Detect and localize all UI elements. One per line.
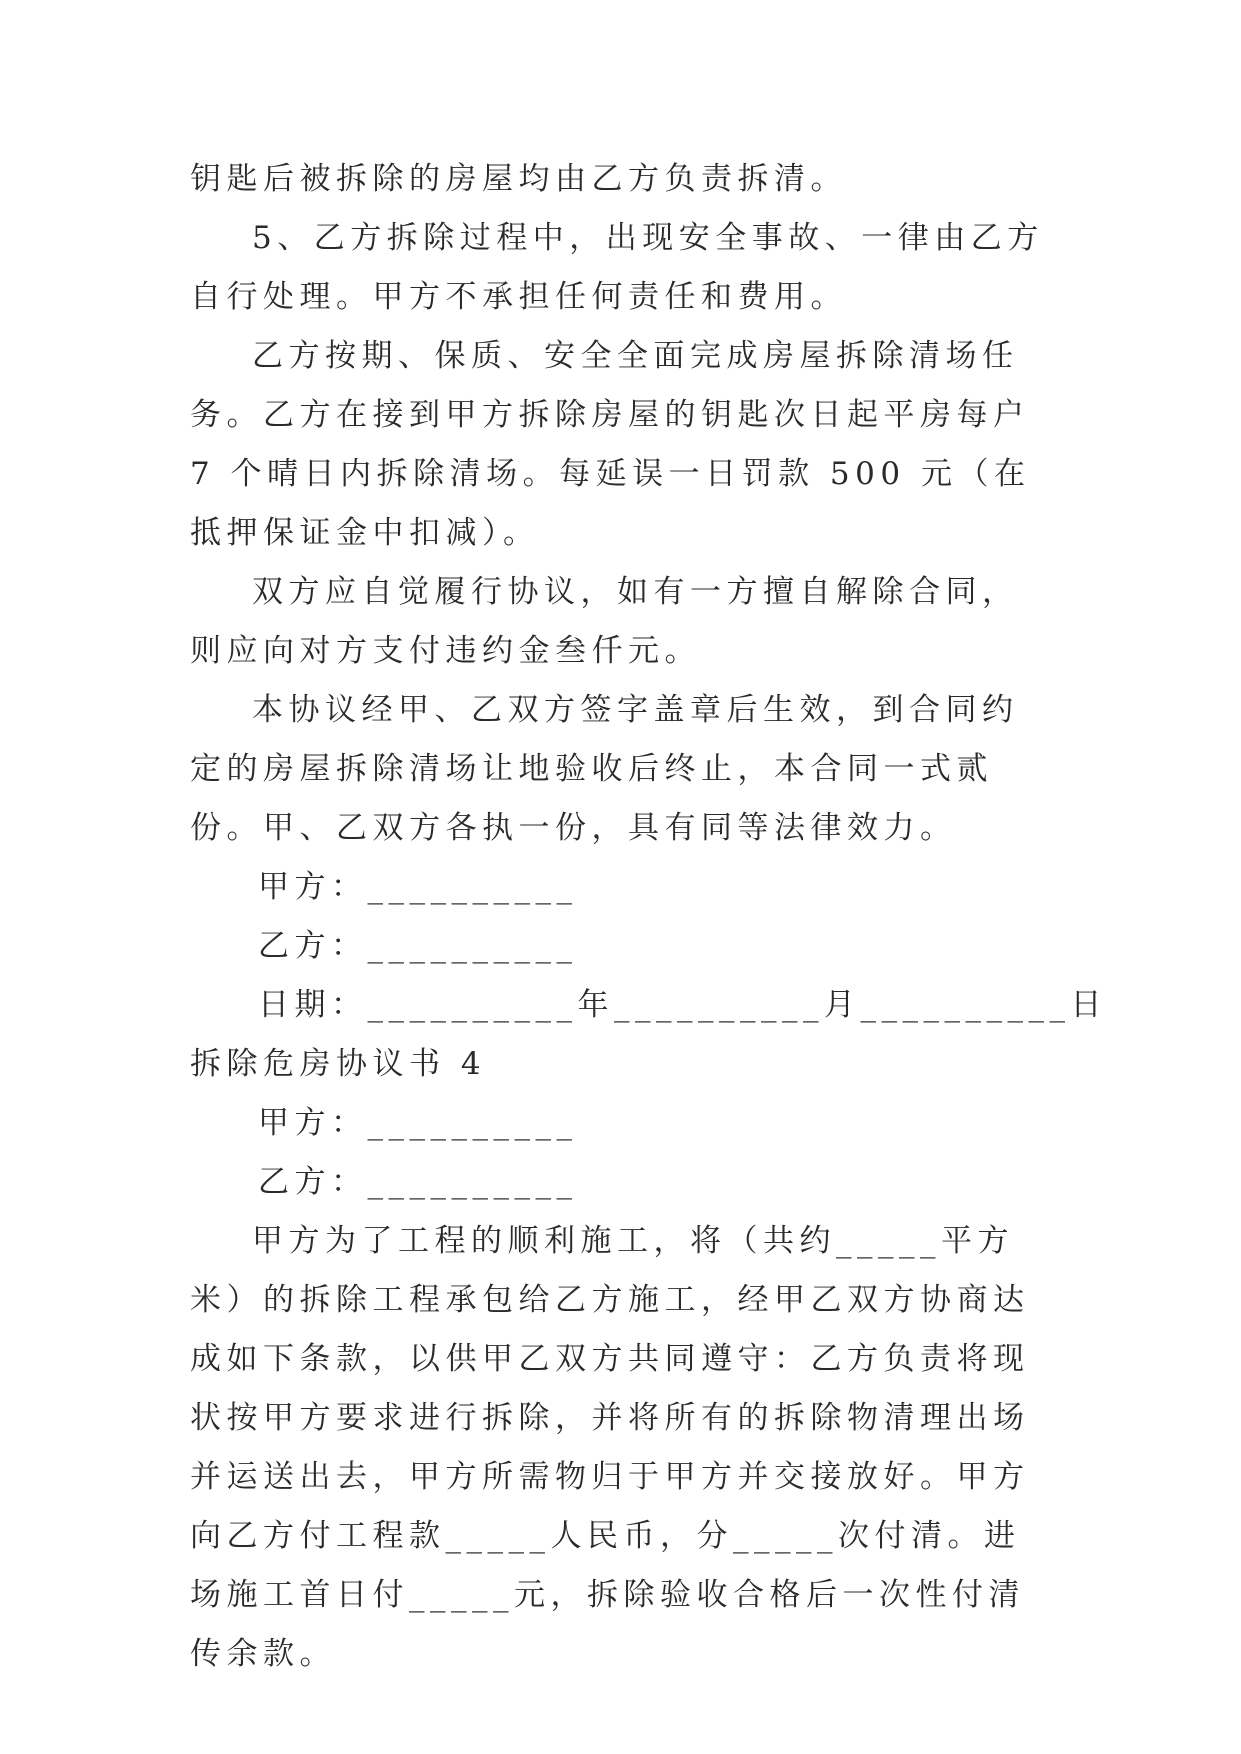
- paragraph-continuation: 钥匙后被拆除的房屋均由乙方负责拆清。: [190, 161, 847, 197]
- paragraph-clause-5: 5、乙方拆除过程中，出现安全事故、一律由乙方自行处理。甲方不承担任何责任和费用。: [190, 220, 1044, 315]
- section-party-a: 甲方：__________: [258, 1105, 578, 1141]
- section-party-b: 乙方：__________: [258, 1164, 578, 1200]
- signature-party-b: 乙方：__________: [258, 928, 578, 964]
- section-title: 拆除危房协议书 4: [190, 1046, 487, 1082]
- paragraph-effectiveness: 本协议经甲、乙双方签字盖章后生效，到合同约定的房屋拆除清场让地验收后终止，本合同一式贰份。甲、乙双方各执一份，具有同等法律效力。: [190, 692, 1019, 846]
- signature-date: 日期：__________年__________月__________日: [258, 987, 1107, 1023]
- paragraph-schedule: 乙方按期、保质、安全全面完成房屋拆除清场任务。乙方在接到甲方拆除房屋的钥匙次日起平房每户 7 个晴日内拆除清场。每延误一日罚款 500 元（在抵押保证金中扣减）。: [190, 338, 1045, 551]
- section-body-paragraph: 甲方为了工程的顺利施工，将（共约_____平方米）的拆除工程承包给乙方施工，经甲乙双方协商达成如下条款，以供甲乙双方共同遵守：乙方负责将现状按甲方要求进行拆除，并将所有的拆除物清理出场并运送出去，甲方所需物归于甲方并交接放好。甲方向乙方付工程款_____人民币，分_____次付清。进场施工首日付_____元，拆除验收合格后一次性付清传余款。: [190, 1223, 1030, 1672]
- signature-party-a: 甲方：__________: [258, 869, 578, 905]
- paragraph-breach: 双方应自觉履行协议，如有一方擅自解除合同，则应向对方支付违约金叁仟元。: [190, 574, 1019, 669]
- document-page: [190, 150, 1107, 1684]
